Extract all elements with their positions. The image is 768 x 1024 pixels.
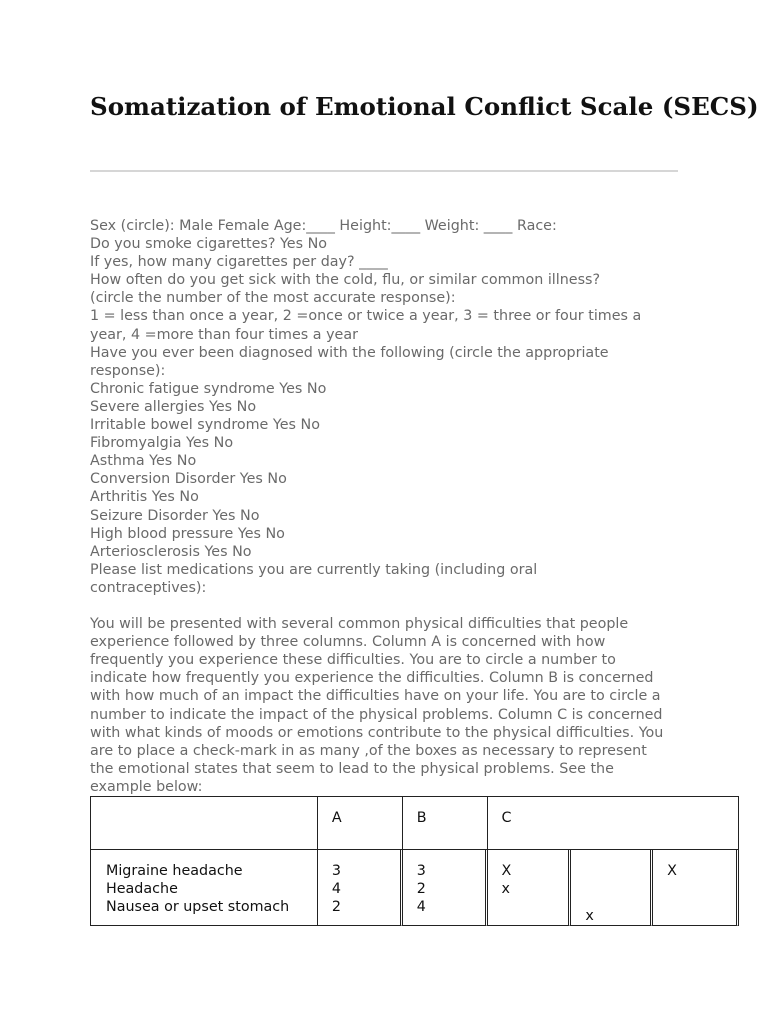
check-mark: x (585, 908, 594, 925)
diagnosis-item: Arthritis Yes No (90, 489, 199, 506)
medications-question-cont: contraceptives): (90, 579, 207, 596)
check-mark (502, 898, 569, 916)
difficulty-cell (91, 850, 318, 926)
header-column-c: C (488, 797, 739, 850)
column-c-mood-2-cell (571, 850, 653, 926)
diagnosis-item: High blood pressure Yes No (90, 525, 285, 542)
illness-frequency-scale-cont: year, 4 =more than four times a year (90, 326, 358, 343)
diagnosis-item: Fibromyalgia Yes No (90, 435, 234, 452)
header-column-a: A (318, 797, 403, 850)
demographics-line: Sex (circle): Male Female Age:____ Height:____ Weight: ____ Race: (90, 218, 557, 234)
impact-value: 3 (416, 863, 426, 879)
check-mark: X (501, 863, 512, 879)
illness-frequency-instruction: (circle the number of the most accurate response): (90, 290, 456, 307)
diagnosis-item: Asthma Yes No (90, 453, 197, 470)
frequency-value: 2 (331, 899, 342, 916)
diagnosis-item: Seizure Disorder Yes No (90, 507, 260, 524)
column-c-mood-3-cell (653, 850, 739, 926)
header-column-b: B (403, 797, 488, 850)
frequency-value: 3 (331, 863, 342, 879)
difficulty-label: Nausea or upset stomach (106, 899, 290, 916)
table-header-row (91, 797, 739, 850)
page-title: Somatization of Emotional Conflict Scale (SECS) (90, 92, 759, 121)
medications-question: Please list medications you are currently taking (including oral (90, 561, 538, 578)
impact-value: 2 (416, 881, 426, 898)
questionnaire-body (90, 217, 690, 796)
diagnosis-item: Conversion Disorder Yes No (90, 471, 287, 488)
instructions-paragraph: You will be presented with several common physical difficulties that people experience followed by three columns. Column A is concerned with how frequently you experience these difficulties. You are to circle a number to indicate how frequently you experience the difficulties. Column B is concerned with how much of an impact the difficulties have on your life. You are to circle a number to indicate the impact of the physical problems. Column C is concerned with what kinds of moods or emotions contribute to the physical difficulties. You are to place a check-mark in as many ,of the boxes as necessary to represent the emotional states that seem to lead to the physical problems. See the example below: (90, 616, 664, 795)
difficulty-label: Headache (106, 881, 178, 898)
diagnosis-item: Arteriosclerosis Yes No (90, 543, 252, 560)
frequency-value: 4 (331, 881, 342, 898)
check-mark (667, 880, 736, 898)
diagnosis-item: Chronic fatigue syndrome Yes No (90, 380, 327, 397)
diagnosis-question: Have you ever been diagnosed with the following (circle the appropriate (90, 344, 609, 361)
difficulty-label: Migraine headache (106, 863, 243, 879)
table-row (91, 850, 739, 926)
impact-value: 4 (416, 899, 426, 916)
check-mark: X (667, 863, 677, 879)
column-c-mood-1-cell (488, 850, 572, 926)
illness-frequency-scale: 1 = less than once a year, 2 =once or twice a year, 3 = three or four times a (90, 308, 642, 325)
check-mark (585, 862, 650, 880)
diagnosis-item: Irritable bowel syndrome Yes No (90, 417, 320, 434)
cigarettes-per-day-question: If yes, how many cigarettes per day? ____ (90, 254, 388, 271)
column-b-cell (403, 850, 488, 926)
column-a-cell (318, 850, 403, 926)
example-table (90, 796, 739, 926)
diagnosis-item: Severe allergies Yes No (90, 398, 257, 415)
header-difficulty (91, 797, 318, 850)
check-mark (667, 898, 736, 916)
check-mark (585, 880, 650, 898)
illness-frequency-question: How often do you get sick with the cold, flu, or similar common illness? (90, 272, 601, 289)
title-divider (90, 170, 678, 172)
check-mark: x (501, 881, 510, 898)
diagnosis-question-cont: response): (90, 362, 166, 379)
smoke-question: Do you smoke cigarettes? Yes No (90, 236, 328, 253)
